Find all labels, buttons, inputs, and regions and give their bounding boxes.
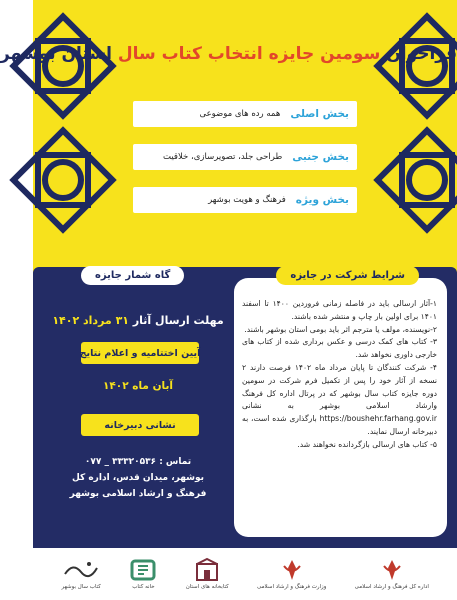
section-desc: طراحی جلد، تصویرسازی، خلاقیت <box>162 152 283 162</box>
logo-item <box>61 558 101 590</box>
section-special <box>133 187 357 213</box>
logo-item <box>129 558 157 590</box>
schedule-box <box>43 270 233 537</box>
secretariat-label: نشانی دبیرخانه <box>81 414 199 436</box>
contact-phone: تماس : ۳۳۳۲۰۵۳۶ _ ۰۷۷ <box>84 457 192 467</box>
conditions-heading: شرایط شرکت در جایزه <box>276 266 419 285</box>
section-label: بخش جنبی <box>292 151 349 163</box>
logo-caption: کتابخانه های استان <box>185 584 229 590</box>
logo-item <box>186 558 229 590</box>
section-label: بخش ویژه <box>295 194 349 206</box>
ornament-bottom-left-icon <box>3 120 123 240</box>
book-logo-icon <box>129 558 157 582</box>
section-main <box>133 101 357 127</box>
ceremony-label: آیین اختتامیه و اعلام نتایج <box>81 342 199 364</box>
ornament-top-left-icon <box>3 6 123 126</box>
contact-block <box>43 454 233 502</box>
deadline-line <box>43 314 233 327</box>
logo-item <box>257 558 326 590</box>
ornament-bottom-right-icon <box>367 120 457 240</box>
condition-item: ۳- کتاب های کمک درسی و عکس برداری شده از کتاب های خارجی داوری نخواهد شد. <box>242 337 437 360</box>
ceremony-date: آبان ماه ۱۴۰۲ <box>102 380 174 392</box>
conditions-box <box>234 270 447 537</box>
deadline-prefix: مهلت ارسال آثار <box>132 314 224 327</box>
condition-item: ۱-آثار ارسالی باید در فاصله زمانی فروردین ۱۴۰۰ تا اسفند ۱۴۰۱ برای اولین بار چاپ و منتشر شده باشند. <box>242 299 437 321</box>
section-desc: همه رده های موضوعی <box>199 109 281 119</box>
ornament-top-right-icon <box>367 6 457 126</box>
contact-address-line1: بوشهر، میدان قدس، اداره کل <box>71 473 205 483</box>
section-label: بخش اصلی <box>290 108 349 120</box>
condition-item: ۲-نویسنده، مولف یا مترجم اثر باید بومی استان بوشهر باشند. <box>244 324 437 334</box>
condition-item: ۴- شرکت کنندگان تا پایان مرداد ماه ۱۴۰۲ فرصت دارند ۲ نسخه از آثار خود را پس از تکمیل فرم شرکت در سومین دوره جایزه کتاب سال بوشهر که در پرتال اداره کل فرهنگ وارشاد اسلامی بوشهر به نشانی https://boushehr.farhang.gov.ir بارگذاری شده است، به دبیرخانه ارسال نمایند. <box>242 362 437 436</box>
ministry-emblem-icon <box>278 558 306 582</box>
title-part2: استان بوشهر <box>0 44 112 64</box>
condition-item: ۵- کتاب های ارسالی بازگردانده نخواهند شد. <box>297 439 437 449</box>
deadline-date: ۳۱ مرداد ۱۴۰۲ <box>52 314 129 327</box>
logo-caption: اداره کل فرهنگ و ارشاد اسلامی <box>354 584 429 590</box>
logo-item <box>355 558 429 590</box>
title-highlight: سومین جایزه انتخاب کتاب سال <box>117 44 381 64</box>
logo-caption: خانه کتاب <box>132 584 155 590</box>
logos-row <box>33 548 457 600</box>
logo-caption: کتاب سال بوشهر <box>61 584 101 590</box>
conditions-list <box>242 298 437 452</box>
calligraphy-logo-icon <box>61 558 101 582</box>
schedule-heading: گاه شمار جایزه <box>81 266 184 285</box>
poster-title <box>0 44 457 64</box>
section-side <box>133 144 357 170</box>
ministry-emblem-icon <box>378 558 406 582</box>
section-desc: فرهنگ و هویت بوشهر <box>208 195 286 205</box>
logo-caption: وزارت فرهنگ و ارشاد اسلامی <box>257 584 327 590</box>
book-house-icon <box>193 558 221 582</box>
title-part1: فراخوان <box>386 44 457 64</box>
contact-address-line2: فرهنگ و ارشاد اسلامی بوشهر <box>69 489 207 499</box>
